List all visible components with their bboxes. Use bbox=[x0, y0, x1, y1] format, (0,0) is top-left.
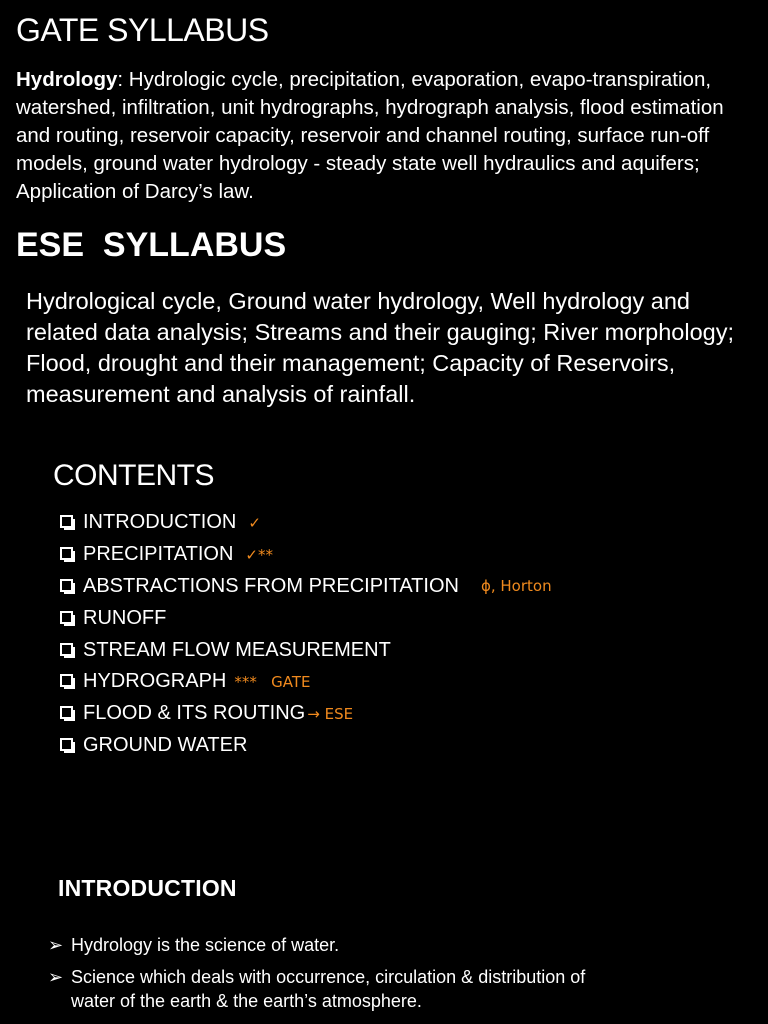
contents-item-label: FLOOD & ITS ROUTING bbox=[83, 702, 306, 725]
contents-item-label: HYDROGRAPH bbox=[83, 670, 227, 693]
bullet-text: Science which deals with occurrence, circulation & distribution of water of the earth & the earth’s atmosphere. bbox=[71, 967, 586, 1011]
contents-item-abstractions bbox=[60, 571, 552, 603]
contents-item-runoff bbox=[60, 602, 552, 634]
list-item bbox=[48, 933, 608, 957]
contents-item-precipitation bbox=[60, 539, 552, 571]
hydrology-label: Hydrology bbox=[16, 68, 118, 91]
contents-item-label: GROUND WATER bbox=[83, 733, 248, 756]
handwritten-annotation: *** GATE bbox=[234, 672, 311, 691]
checkbox-icon bbox=[60, 674, 73, 687]
checkbox-icon bbox=[60, 579, 73, 592]
handwritten-annotation: → ESE bbox=[307, 704, 354, 723]
gate-syllabus-text bbox=[16, 66, 756, 206]
checkbox-icon bbox=[60, 706, 73, 719]
checkbox-icon bbox=[60, 643, 73, 656]
contents-item-label: ABSTRACTIONS FROM PRECIPITATION bbox=[83, 574, 459, 597]
contents-item-introduction bbox=[60, 507, 552, 539]
contents-item-label: STREAM FLOW MEASUREMENT bbox=[83, 638, 391, 661]
checkbox-icon bbox=[60, 738, 73, 751]
ese-syllabus-title: ESE SYLLABUS bbox=[16, 226, 287, 264]
arrow-bullet-icon: ➢ bbox=[48, 967, 64, 987]
gate-syllabus-title: GATE SYLLABUS bbox=[16, 12, 269, 48]
introduction-bullets bbox=[48, 933, 608, 1021]
contents-item-label: INTRODUCTION bbox=[83, 511, 237, 534]
contents-item-flood-routing bbox=[60, 698, 552, 730]
list-item bbox=[48, 965, 608, 1013]
contents-list bbox=[60, 507, 552, 761]
checkbox-icon bbox=[60, 611, 73, 624]
handwritten-annotation: ✓ bbox=[248, 513, 261, 532]
contents-item-label: RUNOFF bbox=[83, 606, 167, 629]
ese-syllabus-text: Hydrological cycle, Ground water hydrology, Well hydrology and related data analysis; Streams and their gauging; River morphology; Flood, drought and their management; Capacity of Reservoirs, measurement and analysis of rainfall. bbox=[26, 288, 734, 407]
handwritten-annotation: ϕ, Horton bbox=[480, 577, 552, 596]
bullet-text: Hydrology is the science of water. bbox=[71, 935, 340, 955]
contents-item-hydrograph bbox=[60, 666, 552, 698]
contents-item-label: PRECIPITATION bbox=[83, 543, 234, 566]
checkbox-icon bbox=[60, 515, 73, 528]
handwritten-annotation: ✓** bbox=[245, 545, 273, 564]
arrow-bullet-icon: ➢ bbox=[48, 935, 64, 955]
hydrology-topics: : Hydrologic cycle, precipitation, evaporation, evapo-transpiration, watershed, infiltration, unit hydrographs, hydrograph analysis, flood estimation and routing, reservoir capacity, reservoir and channel routing, surface run-off models, ground water hydrology - steady state well hydraulics and aquifers; Application of Darcy’s law. bbox=[16, 68, 724, 203]
contents-title: CONTENTS bbox=[53, 459, 214, 492]
contents-item-ground-water bbox=[60, 730, 552, 762]
contents-item-stream-flow bbox=[60, 634, 552, 666]
introduction-title: INTRODUCTION bbox=[58, 875, 237, 901]
checkbox-icon bbox=[60, 547, 73, 560]
